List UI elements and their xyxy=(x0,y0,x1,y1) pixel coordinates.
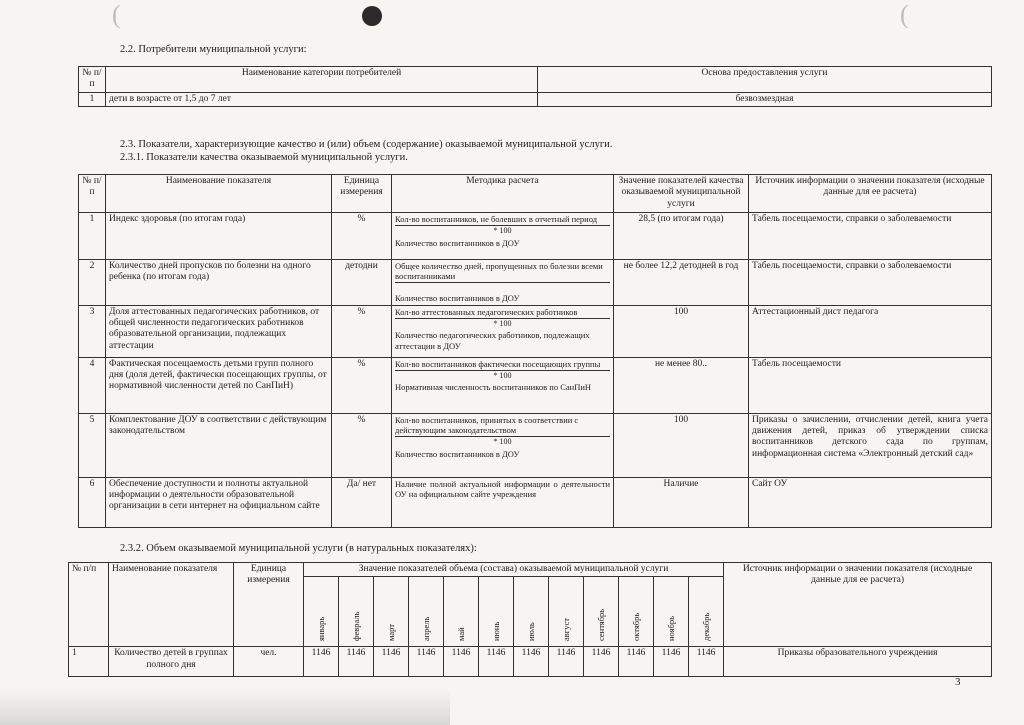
cell-unit: % xyxy=(332,413,392,477)
table-row xyxy=(79,213,992,260)
month-label: декабрь xyxy=(700,612,711,641)
cell-no: 1 xyxy=(79,92,106,106)
cell-unit: % xyxy=(332,213,392,260)
cell-source: Табель посещаемости, справки о заболеваемости xyxy=(749,260,992,306)
punch-hole xyxy=(362,6,382,26)
month-label: май xyxy=(455,627,466,641)
table-row xyxy=(79,413,992,477)
method-multiplier: * 100 xyxy=(493,226,512,236)
cell-basis: безвозмездная xyxy=(538,92,992,106)
section-heading-indicators: 2.3. Показатели, характеризующие качество и (или) объем (содержание) оказываемой муниципальной услуги. xyxy=(120,139,613,150)
cell-month-value: 1146 xyxy=(479,647,514,677)
cell-method xyxy=(392,260,614,306)
cell-no: 5 xyxy=(79,413,106,477)
section-heading-consumers: 2.2. Потребители муниципальной услуги: xyxy=(120,44,307,55)
cell-name: Количество дней пропусков по болезни на одного ребенка (по итогам года) xyxy=(106,260,332,306)
cell-unit: Да/ нет xyxy=(332,477,392,527)
section-heading-volume: 2.3.2. Объем оказываемой муниципальной услуги (в натуральных показателях): xyxy=(120,543,477,554)
cell-source: Табель посещаемости, справки о заболеваемости xyxy=(749,213,992,260)
cell-month-value: 1146 xyxy=(689,647,724,677)
cell-name: Комплектование ДОУ в соответствии с действующим законодательством xyxy=(106,413,332,477)
cell-value: 100 xyxy=(614,305,749,357)
cell-category: дети в возрасте от 1,5 до 7 лет xyxy=(106,92,538,106)
method-denominator: Нормативная численность воспитанников по СанПиН xyxy=(395,382,592,393)
month-label: июнь xyxy=(490,621,501,641)
month-header xyxy=(374,577,409,647)
month-label: апрель xyxy=(420,616,431,641)
month-label: март xyxy=(385,623,396,641)
month-label: январь xyxy=(315,616,326,641)
col-header-name: Наименование показателя xyxy=(106,175,332,213)
cell-name: Фактическая посещаемость детьми групп полного дня (доля детей, фактически посещающих группы, от нормативной численности детей по СанПиН) xyxy=(106,357,332,413)
method-denominator: Количество воспитанников в ДОУ xyxy=(395,237,520,248)
cell-name: Доля аттестованных педагогических работников, от общей численности педагогических работников образовательной организации, подлежащих аттестации xyxy=(106,305,332,357)
cell-value: не более 12,2 детодней в год xyxy=(614,260,749,306)
cell-month-value: 1146 xyxy=(654,647,689,677)
month-label: сентябрь xyxy=(595,608,606,641)
cell-value: 100 xyxy=(614,413,749,477)
month-header xyxy=(409,577,444,647)
method-denominator: Количество педагогических работников, подлежащих аттестации в ДОУ xyxy=(395,330,590,351)
cell-month-value: 1146 xyxy=(304,647,339,677)
method-multiplier: * 100 xyxy=(493,436,512,446)
cell-month-value: 1146 xyxy=(339,647,374,677)
cell-method: Наличие полной актуальной информации о деятельности ОУ на официальном сайте учреждения xyxy=(392,477,614,527)
col-header-value: Значение показателей качества оказываемой муниципальной услуги xyxy=(614,175,749,213)
cell-no: 4 xyxy=(79,357,106,413)
month-header xyxy=(304,577,339,647)
method-multiplier: * 100 xyxy=(493,318,512,328)
volume-table xyxy=(68,562,992,677)
scan-shadow xyxy=(0,690,450,725)
table-row xyxy=(79,477,992,527)
method-numerator: Общее количество дней, пропущенных по болезни всеми воспитанниками xyxy=(395,261,610,283)
cell-no: 2 xyxy=(79,260,106,306)
cell-method xyxy=(392,305,614,357)
cell-month-value: 1146 xyxy=(619,647,654,677)
method-denominator: Количество воспитанников в ДОУ xyxy=(395,293,520,304)
page-number: 3 xyxy=(955,676,961,688)
cell-unit: % xyxy=(332,357,392,413)
cell-method xyxy=(392,213,614,260)
col-header-unit: Единица измерения xyxy=(332,175,392,213)
table-row xyxy=(69,647,992,677)
method-numerator: Кол-во воспитанников, не болевших в отчетный период xyxy=(395,214,610,226)
month-header xyxy=(444,577,479,647)
cell-unit: % xyxy=(332,305,392,357)
col-header-name: Наименование показателя xyxy=(109,563,234,647)
col-header-basis: Основа предоставления услуги xyxy=(538,67,992,93)
cell-name: Обеспечение доступности и полноты актуальной информации о деятельности образовательной организации в сети интернет на официальном сайте xyxy=(106,477,332,527)
method-denominator: Количество воспитанников в ДОУ xyxy=(395,448,520,459)
cell-source: Приказы образовательного учреждения xyxy=(724,647,992,677)
col-header-source: Источник информации о значении показателя (исходные данные для ее расчета) xyxy=(749,175,992,213)
month-header xyxy=(619,577,654,647)
cell-month-value: 1146 xyxy=(549,647,584,677)
month-label: июль xyxy=(525,622,536,641)
month-header xyxy=(549,577,584,647)
method-numerator: Кол-во аттестованных педагогических работников xyxy=(395,307,610,319)
month-header xyxy=(339,577,374,647)
scan-mark: ( xyxy=(112,0,121,29)
month-header xyxy=(514,577,549,647)
cell-name: Индекс здоровья (по итогам года) xyxy=(106,213,332,260)
col-header-category: Наименование категории потребителей xyxy=(106,67,538,93)
month-label: август xyxy=(560,617,571,641)
month-header xyxy=(479,577,514,647)
cell-month-value: 1146 xyxy=(444,647,479,677)
cell-unit: детодни xyxy=(332,260,392,306)
cell-method xyxy=(392,413,614,477)
cell-name: Количество детей в группах полного дня xyxy=(109,647,234,677)
cell-month-value: 1146 xyxy=(514,647,549,677)
quality-indicators-table xyxy=(78,174,992,528)
cell-month-value: 1146 xyxy=(374,647,409,677)
consumers-table xyxy=(78,66,992,107)
col-header-method: Методика расчета xyxy=(392,175,614,213)
scan-mark: ( xyxy=(900,0,909,29)
month-header xyxy=(689,577,724,647)
cell-no: 1 xyxy=(69,647,109,677)
cell-month-value: 1146 xyxy=(409,647,444,677)
cell-source: Аттестационный дист педагога xyxy=(749,305,992,357)
cell-value: 28,5 (по итогам года) xyxy=(614,213,749,260)
cell-month-value: 1146 xyxy=(584,647,619,677)
col-header-unit: Единица измерения xyxy=(234,563,304,647)
col-header-no: № п/п xyxy=(79,67,106,93)
cell-source: Табель посещаемости xyxy=(749,357,992,413)
col-header-no: № п/п xyxy=(79,175,106,213)
month-label: ноябрь xyxy=(665,615,676,641)
table-row xyxy=(79,305,992,357)
month-label: октябрь xyxy=(630,612,641,641)
section-subheading-quality: 2.3.1. Показатели качества оказываемой муниципальной услуги. xyxy=(120,152,408,163)
col-header-source: Источник информации о значении показателя (исходные данные для ее расчета) xyxy=(724,563,992,647)
method-numerator: Кол-во воспитанников, принятых в соответствии с действующим законодательством xyxy=(395,415,610,437)
cell-source: Приказы о зачислении, отчислении детей, книга учета движения детей, приказ об утверждении списка воспитанников детского сада по группам, информационная система «Электронный детский сад» xyxy=(749,413,992,477)
method-numerator: Кол-во воспитанников фактически посещающих группы xyxy=(395,359,610,371)
col-header-values: Значение показателей объема (состава) оказываемой муниципальной услуги xyxy=(304,563,724,577)
cell-no: 6 xyxy=(79,477,106,527)
month-label: февраль xyxy=(350,611,361,641)
col-header-no: № п/п xyxy=(69,563,109,647)
table-row xyxy=(79,92,992,106)
table-row xyxy=(79,260,992,306)
cell-no: 3 xyxy=(79,305,106,357)
month-header xyxy=(584,577,619,647)
table-row xyxy=(79,357,992,413)
cell-unit: чел. xyxy=(234,647,304,677)
cell-source: Сайт ОУ xyxy=(749,477,992,527)
month-header xyxy=(654,577,689,647)
cell-value: не менее 80.. xyxy=(614,357,749,413)
cell-method xyxy=(392,357,614,413)
method-multiplier: * 100 xyxy=(493,370,512,380)
cell-value: Наличие xyxy=(614,477,749,527)
cell-no: 1 xyxy=(79,213,106,260)
